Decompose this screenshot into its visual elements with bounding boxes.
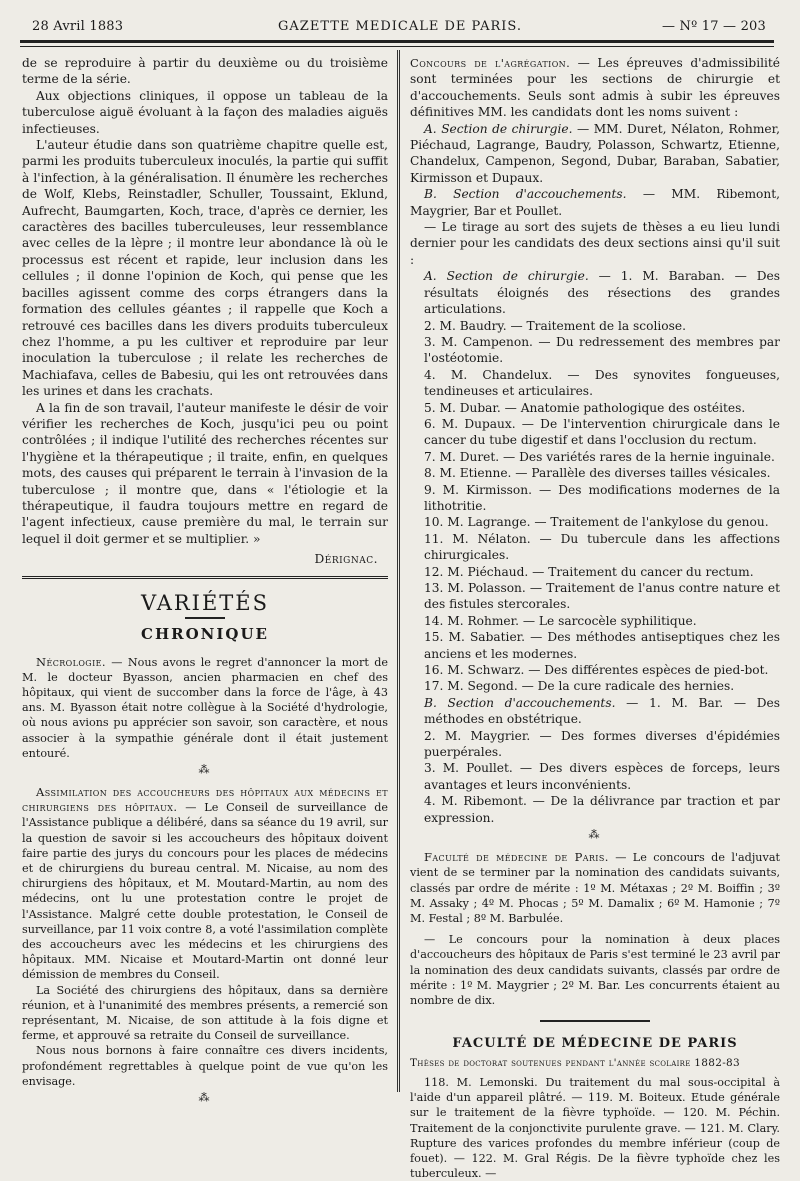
concours-label: Concours de l'agrégation. [410,56,571,70]
chirurgie-label: A. Section de chirurgie. [424,121,573,136]
thesis-text: 3. M. Campenon. — Du redressement des membres par l'ostéotomie. [424,334,780,366]
thesis-item [410,728,780,761]
chirurgie-candidates [410,121,780,187]
accouchements-text: — MM. Ribemont, Maygrier, Bar et Poullet. [410,187,780,218]
thesis-item [410,678,780,694]
thesis-item [410,695,780,728]
asterism: ⁂ [588,828,602,842]
paragraph: La Société des chirurgiens des hôpitaux, dans sa dernière réunion, et à l'unanimité des membres présents, a remercié son représentant, M. Nicaise, de son attitude à la fois digne et ferme, et approuvé sa retraite du Conseil de surveillance. [22,983,388,1043]
thesis-text: 3. M. Poullet. — Des divers espèces de forceps, leurs avantages et leurs inconvénients. [424,761,780,792]
accouchements-candidates [410,186,780,219]
thesis-item [410,465,780,481]
paragraph: Nous nous bornons à faire connaître ces divers incidents, profondément regrettables à quelque point de vue qu'on les envisage. [22,1044,388,1088]
thesis-text: 6. M. Dupaux. — De l'intervention chirurgicale dans le cancer du tube digestif et dans l'occlusion du rectum. [424,416,780,448]
header-rule-thick [20,40,774,43]
thesis-text: 13. M. Polasson. — Traitement de l'anus contre nature et des fistules stercorales. [424,581,780,612]
thesis-item [410,613,780,629]
thesis-item [410,268,780,317]
faculte-text: — Le concours de l'adjuvat vient de se terminer par la nomination des candidats suivants, classés par ordre de mérite : 1º M. Métaxas ; 2º M. Boiffin ; 3º M. Assaky ; 4º M. Phocas ; 5º M. Damalix ; 6º M. Hamonie ; 7º M. Festal ; 8º M. Barbulée. [410,851,780,925]
header-rule-thin [20,46,774,47]
title-rule [185,617,225,619]
thesis-text: — 1. M. Bar. — Des méthodes en obstétrique. [424,695,780,727]
header-date: 28 Avril 1883 [32,19,124,34]
assimilation-paragraph [22,785,388,983]
signature: Dérignac. [314,552,378,567]
theses-doctorat-list: 118. M. Lemonski. Du traitement du mal sous-occipital à l'aide d'un appareil plâtré. — 119. M. Boiteux. Etude générale sur le traitement de la fièvre typhoïde. — 120. M. Péchin. Traitement de la conjonctivite purulente grave. — 121. M. Clary. Rupture des varices profondes du membre inférieur (coup de fouet). — 122. M. Gral Régis. De la fièvre typhoïde chez les tuberculeux. — [410,1075,780,1181]
thesis-item [410,318,780,334]
thesis-item [410,629,780,662]
thesis-text: 16. M. Schwarz. — Des différentes espèces de pied-bot. [424,663,769,678]
thesis-item [410,580,780,613]
column-separator [397,50,402,1092]
accouchements-label: B. Section d'accouchements. [424,187,627,202]
thesis-section-label: A. Section de chirurgie. [424,269,589,284]
thesis-text: 11. M. Nélaton. — Du tubercule dans les affections chirurgicales. [424,531,780,563]
thesis-text: 4. M. Chandelux. — Des synovites fongueuses, tendineuses et articulaires. [424,367,780,399]
tirage-paragraph: — Le tirage au sort des sujets de thèses a eu lieu lundi dernier pour les candidats des deux sections ainsi qu'il suit : [410,220,780,267]
thesis-item [410,793,780,826]
thesis-text: 2. M. Baudry. — Traitement de la scoliose. [424,318,686,333]
thesis-text: 17. M. Segond. — De la cure radicale des hernies. [424,679,735,694]
thesis-section-label: B. Section d'accouchements. [424,695,616,710]
thesis-item [410,449,780,465]
paragraph: Aux objections cliniques, il oppose un tableau de la tuberculose aiguë évoluant à la façon des maladies aiguës infectieuses. [22,88,388,136]
thesis-item [410,367,780,400]
asterism: ⁂ [198,763,212,777]
chirurgie-text: — MM. Duret, Nélaton, Rohmer, Piéchaud, Lagrange, Baudry, Polasson, Schwartz, Etienne, Chandelux, Campenon, Segond, Dubar, Baraban, Sabatier, Kirmisson et Dupaux. [410,121,781,185]
faculte-title: FACULTÉ DE MÉDECINE DE PARIS [452,1036,738,1052]
thesis-text: 7. M. Duret. — Des variétés rares de la hernie inguinale. [424,449,775,464]
thesis-text: — 1. M. Baraban. — Des résultats éloignés des résections des grandes articulations. [424,269,780,317]
thesis-item [410,531,780,564]
thesis-text: 8. M. Etienne. — Parallèle des diverses tailles vésicales. [424,466,771,481]
assimilation-text: — Le Conseil de surveillance de l'Assistance publique a délibéré, dans sa séance du 19 avril, sur la question de savoir si les accoucheurs des hôpitaux doivent faire partie des jurys du concours pour les places de médecins et de chirurgiens du bureau central. M. Nicaise, au nom des chirurgiens des hôpitaux, et M. Moutard-Martin, au nom des médecins, ont lu une protestation contre le projet de l'Assistance. Malgré cette double protestation, le Conseil de surveillance, par 11 voix contre 8, a voté l'assimilation complète des accoucheurs avec les médecins et les chirurgiens des hôpitaux. MM. Nicaise et Moutard-Martin ont donné leur démission de membres du Conseil. [22,801,389,982]
section-rule [540,1020,650,1022]
thesis-item [410,334,780,367]
paragraph: de se reproduire à partir du deuxième ou du troisième terme de la série. [22,56,388,87]
thesis-text: 12. M. Piéchaud. — Traitement du cancer du rectum. [424,564,754,579]
thesis-item [410,564,780,580]
theses-list [410,268,780,826]
assimilation-label: Assimilation des accoucheurs des hôpitaux aux médecins et chirurgiens des hôpitaux. [22,785,388,815]
thesis-item [410,760,780,793]
right-column [410,55,780,1181]
thesis-text: 9. M. Kirmisson. — Des modifications modernes de la lithotritie. [424,482,780,513]
section-title-chronique: CHRONIQUE [141,624,269,643]
thesis-text: 15. M. Sabatier. — Des méthodes antiseptiques chez les anciens et les modernes. [424,630,780,661]
thesis-text: 2. M. Maygrier. — Des formes diverses d'épidémies puerpérales. [424,728,780,760]
thesis-item [410,400,780,416]
header-title: GAZETTE MEDICALE DE PARIS. [278,19,522,34]
faculte-label: Faculté de médecine de Paris. [424,850,609,865]
thesis-text: 4. M. Ribemont. — De la délivrance par traction et par expression. [424,794,780,825]
asterism: ⁂ [198,1091,212,1105]
thesis-item [410,416,780,449]
thesis-text: 14. M. Rohmer. — Le sarcocèle syphilitique. [424,613,697,628]
paragraph: A la fin de son travail, l'auteur manifeste le désir de voir vérifier les recherches de Koch, jusqu'ici peu ou point contrôlées ; il indique l'utilité des recherches récentes sur l'hygiène et la thérapeutique ; il traite, enfin, en quelques mots, des causes qui préparent le terrain à l'invasion de la tuberculose ; il montre que, dans « l'étiologie et la thérapeutique, il faudra toujours mettre en regard de l'agent infectieux, cause première du mal, le terrain sur lequel il doit germer et se multiplier. » [22,400,388,546]
thesis-item [410,662,780,678]
section-title-varietes: VARIÉTÉS [140,590,270,615]
section-rule [22,576,388,579]
thesis-item [410,482,780,515]
left-column [22,55,388,1113]
necrologie-label: Nécrologie. [36,654,106,669]
theses-heading: Thèses de doctorat soutenues pendant l'année scolaire 1882-83 [410,1056,741,1069]
thesis-item [410,514,780,530]
necrologie-paragraph [22,655,388,761]
concours-text: — Les épreuves d'admissibilité sont terminées pour les sections de chirurgie et d'accouchements. Seuls sont admis à subir les épreuves définitives MM. les candidats dont les noms suivent : [410,56,781,120]
concours-paragraph [410,55,780,121]
concours-accoucheurs-paragraph: — Le concours pour la nomination à deux places d'accoucheurs des hôpitaux de Paris s'est terminé le 23 avril par la nomination des deux candidats suivants, classés par ordre de mérite : 1º M. Maygrier ; 2º M. Bar. Les concurrents étaient au nombre de dix. [410,933,780,1007]
header-issue: — Nº 17 — 203 [662,19,766,34]
page-header [26,14,774,36]
thesis-text: 5. M. Dubar. — Anatomie pathologique des ostéites. [424,400,746,415]
paragraph: L'auteur étudie dans son quatrième chapitre quelle est, parmi les produits tuberculeux inoculés, la partie qui suffit à l'infection, à la généralisation. Il énumère les recherches de Wolf, Klebs, Reinstadler, Schuller, Toussaint, Eklund, Aufrecht, Baumgarten, Koch, trace, d'après ce dernier, les caractères des bacilles tuberculeuses, leur ressemblance avec celles de la lèpre ; il montre leur abondance là où le processus est récent et rapide, leur inclusion dans les cellules ; il donne l'opinion de Koch, qui pense que les bacilles agissent comme des corps étrangers dans la formation des cellules géantes ; il rappelle que Koch a retrouvé ces bacilles dans les divers produits tuberculeux chez l'homme, a pu les cultiver et reproduire par leur inoculation la tuberculose ; il relate les recherches de Machiafava, celles de Babesiu, qui les ont retrouvées dans les urines et dans les crachats. [22,138,388,399]
necrologie-text: — Nous avons le regret d'annoncer la mort de M. le docteur Byasson, ancien pharmacien en chef des hôpitaux, qui vient de succomber dans la force de l'âge, à 43 ans. M. Byasson était notre collègue à la Société d'hydrologie, où nous avions pu apprécier son savoir, son caractère, et nous associer à la sympathie générale dont il était justement entouré. [22,655,388,760]
faculte-paragraph [410,850,780,926]
thesis-text: 10. M. Lagrange. — Traitement de l'ankylose du genou. [424,515,769,530]
